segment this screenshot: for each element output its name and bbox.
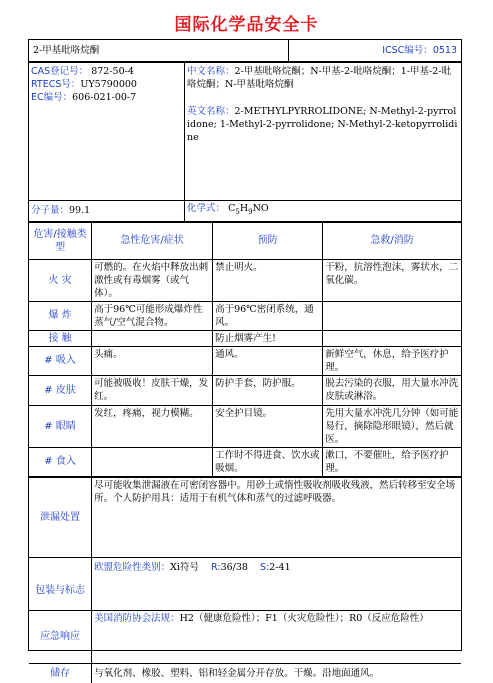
row-prevention: 防护手套，防护服。 bbox=[213, 375, 323, 405]
info-table bbox=[29, 477, 461, 683]
s-label: S: bbox=[260, 562, 269, 573]
packaging-cell bbox=[92, 557, 461, 610]
row-prevention: 防止烟雾产生! bbox=[213, 330, 323, 346]
formula-cell bbox=[185, 200, 461, 221]
spill-label: 泄漏处置 bbox=[29, 477, 92, 557]
identity-table bbox=[29, 62, 461, 222]
table-row bbox=[29, 346, 461, 375]
rtecs-label: RTECS号： bbox=[31, 79, 80, 90]
chemical-name: 2-甲基吡咯烷酮 bbox=[29, 40, 288, 61]
row-firstaid: 干粉，抗溶性泡沫，雾状水，二氧化碳。 bbox=[323, 259, 461, 301]
col-header-hazard: 急性危害/症状 bbox=[92, 222, 213, 259]
table-row bbox=[29, 405, 461, 447]
r-value: 36/38 bbox=[221, 562, 248, 573]
ids-cell bbox=[29, 62, 185, 200]
table-row bbox=[29, 330, 461, 346]
en-name-label: 英文名称： bbox=[187, 106, 235, 117]
emergency-cell bbox=[92, 610, 461, 663]
row-firstaid: 漱口，不要催吐，给予医疗护理。 bbox=[323, 447, 461, 476]
storage-text: 与氧化剂、橡胶、塑料、铝和轻金属分开存放。干燥。沿地面通风。 bbox=[92, 663, 461, 683]
emergency-row bbox=[29, 610, 461, 663]
row-hazard bbox=[92, 330, 213, 346]
emergency-label: 应急响应 bbox=[29, 610, 92, 663]
icsc-value: 0513 bbox=[433, 45, 457, 56]
storage-row bbox=[29, 663, 461, 683]
nfpa-label: 美国消防协会法规： bbox=[94, 613, 180, 624]
s-value: 2-41 bbox=[269, 562, 290, 573]
col-header-firstaid: 急救/消防 bbox=[323, 222, 461, 259]
row-hazard: 发红，疼痛，视力模糊。 bbox=[92, 405, 213, 447]
card-title: 国际化学品安全卡 bbox=[0, 10, 493, 35]
row-firstaid bbox=[323, 330, 461, 346]
names-cell bbox=[185, 62, 461, 200]
spill-row bbox=[29, 477, 461, 557]
safety-card bbox=[28, 39, 462, 651]
hazard-table bbox=[29, 222, 461, 477]
row-prevention: 高于96℃密闭系统，通风。 bbox=[213, 301, 323, 330]
ec-value: 606-021-00-7 bbox=[72, 92, 136, 103]
mw-value: 99.1 bbox=[69, 205, 90, 216]
packaging-row bbox=[29, 557, 461, 610]
chemical-formula: $C_5H_9NO$ bbox=[228, 203, 269, 214]
r-label: R: bbox=[211, 562, 221, 573]
row-prevention: 工作时不得进食、饮水或吸烟。 bbox=[213, 447, 323, 476]
row-hazard: 可燃的。在火焰中释放出刺激性或有毒烟雾（或气体）。 bbox=[92, 259, 213, 301]
zh-name-value: 2-甲基吡咯烷酮；N-甲基-2-吡咯烷酮；1-甲基-2-吡咯烷酮；N-甲基吡咯烷酮 bbox=[187, 66, 451, 90]
icsc-cell bbox=[288, 40, 461, 61]
row-firstaid bbox=[323, 301, 461, 330]
storage-label: 储存 bbox=[29, 663, 92, 683]
eu-label: 欧盟危险性类别： bbox=[94, 562, 170, 573]
col-header-prevention: 预防 bbox=[213, 222, 323, 259]
formula-label: 化学式： bbox=[187, 203, 225, 214]
rtecs-value: UY5790000 bbox=[80, 79, 137, 90]
cas-label: CAS登记号： bbox=[31, 66, 88, 77]
row-type: # 皮肤 bbox=[29, 375, 92, 405]
row-prevention: 通风。 bbox=[213, 346, 323, 375]
ec-label: EC编号： bbox=[31, 92, 72, 103]
row-hazard: 可能被吸收！皮肤干燥，发红。 bbox=[92, 375, 213, 405]
icsc-label: ICSC编号： bbox=[382, 45, 433, 56]
row-type: 爆 炸 bbox=[29, 301, 92, 330]
spill-text: 尽可能收集泄漏液在可密闭容器中。用砂土或惰性吸收剂吸收残液，然后转移至安全场所。个人防护用具：适用于有机气体和蒸气的过滤呼吸器。 bbox=[92, 477, 461, 557]
eu-value: Xi符号 bbox=[170, 562, 199, 573]
header-table bbox=[29, 40, 461, 62]
table-row bbox=[29, 301, 461, 330]
row-hazard: 头痛。 bbox=[92, 346, 213, 375]
nfpa-value: H2（健康危险性）；F1（火灾危险性）；R0（反应危险性） bbox=[180, 613, 429, 624]
row-firstaid: 先用大量水冲洗几分钟（如可能易行，摘除隐形眼镜），然后就医。 bbox=[323, 405, 461, 447]
row-hazard: 高于96℃可能形成爆炸性蒸气/空气混合物。 bbox=[92, 301, 213, 330]
row-type: 火 灾 bbox=[29, 259, 92, 301]
row-prevention: 安全护目镜。 bbox=[213, 405, 323, 447]
table-row bbox=[29, 375, 461, 405]
mw-label: 分子量： bbox=[31, 205, 69, 216]
packaging-label: 包装与标志 bbox=[29, 557, 92, 610]
row-type: # 吸入 bbox=[29, 346, 92, 375]
table-row bbox=[29, 447, 461, 476]
cas-value: 872-50-4 bbox=[91, 66, 134, 77]
col-header-type: 危害/接触类型 bbox=[29, 222, 92, 259]
zh-name-label: 中文名称： bbox=[187, 66, 235, 77]
table-row bbox=[29, 259, 461, 301]
row-type: # 眼睛 bbox=[29, 405, 92, 447]
row-firstaid: 新鲜空气，休息，给予医疗护理。 bbox=[323, 346, 461, 375]
row-firstaid: 脱去污染的衣服，用大量水冲洗皮肤或淋浴。 bbox=[323, 375, 461, 405]
row-type: # 食入 bbox=[29, 447, 92, 476]
mw-cell bbox=[29, 200, 185, 221]
row-hazard bbox=[92, 447, 213, 476]
row-type: 接 触 bbox=[29, 330, 92, 346]
row-prevention: 禁止明火。 bbox=[213, 259, 323, 301]
en-name-value: 2-METHYLPYRROLIDONE; N-Methyl-2-pyrrolidone; 1-Methyl-2-pyrrolidone; N-Methyl-2-ketopyrrolidine bbox=[187, 106, 457, 143]
